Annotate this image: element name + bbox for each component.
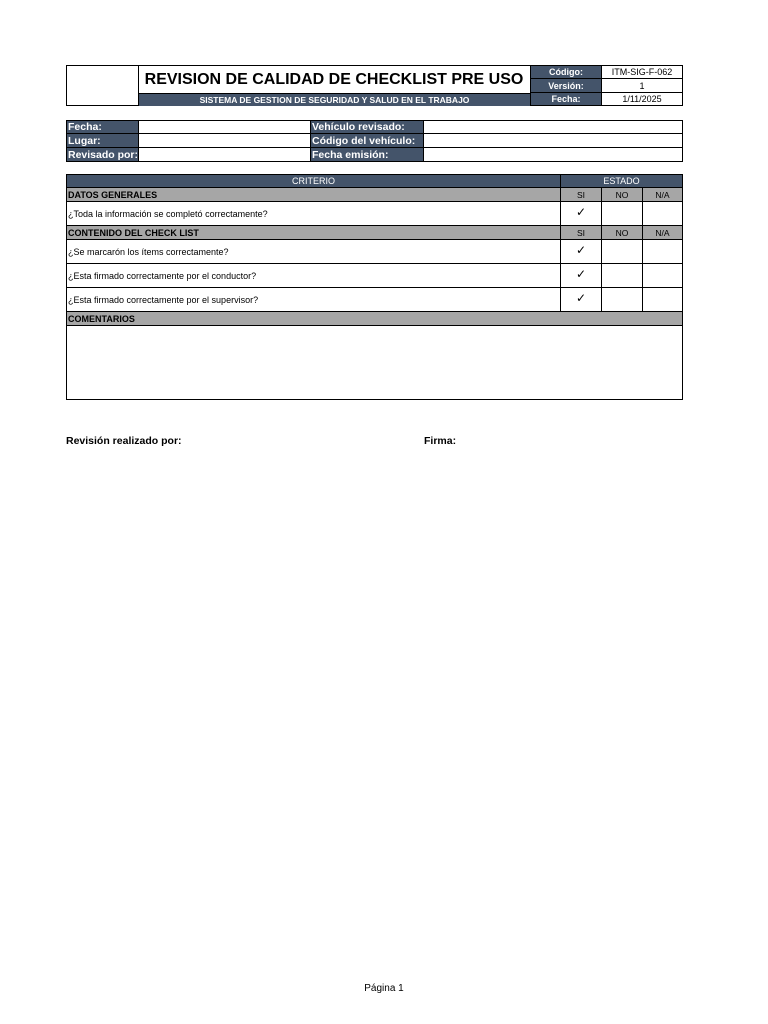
- check-si-cell[interactable]: ✓: [560, 287, 602, 312]
- section-datos-generales: DATOS GENERALES: [66, 187, 561, 202]
- info-lugar-label: Lugar:: [66, 133, 139, 148]
- document-subtitle: SISTEMA DE GESTION DE SEGURIDAD Y SALUD EN EL TRABAJO: [139, 93, 530, 106]
- estado-header: ESTADO: [560, 174, 683, 188]
- check-na-cell[interactable]: [642, 201, 683, 226]
- info-codigo-vehiculo-label: Código del vehículo:: [310, 133, 424, 148]
- info-vehiculo-field[interactable]: [423, 120, 683, 134]
- col-si-header-1: SI: [560, 187, 602, 202]
- criterio-header: CRITERIO: [66, 174, 561, 188]
- meta-fecha-label: Fecha:: [530, 92, 602, 106]
- info-lugar-field[interactable]: [138, 133, 311, 148]
- check-na-cell[interactable]: [642, 287, 683, 312]
- check-si-cell[interactable]: ✓: [560, 201, 602, 226]
- meta-version-label: Versión:: [530, 78, 602, 93]
- meta-codigo-label: Código:: [530, 65, 602, 79]
- col-na-header-1: N/A: [642, 187, 683, 202]
- check-no-cell[interactable]: [601, 201, 643, 226]
- check-no-cell[interactable]: [601, 263, 643, 288]
- comments-header: COMENTARIOS: [66, 311, 683, 326]
- criterion-row: ¿Se marcarón los ítems correctamente?: [66, 239, 561, 264]
- criterion-row: ¿Esta firmado correctamente por el supervisor?: [66, 287, 561, 312]
- firma-label: Firma:: [424, 435, 457, 447]
- revision-realizado-label: Revisión realizado por:: [66, 435, 182, 447]
- check-si-cell[interactable]: ✓: [560, 239, 602, 264]
- info-revisado-field[interactable]: [138, 147, 311, 162]
- info-fecha-label: Fecha:: [66, 120, 139, 134]
- meta-version-value: 1: [601, 78, 683, 93]
- logo-placeholder: [66, 65, 139, 106]
- col-no-header-1: NO: [601, 187, 643, 202]
- check-no-cell[interactable]: [601, 239, 643, 264]
- col-na-header-2: N/A: [642, 225, 683, 240]
- info-vehiculo-label: Vehículo revisado:: [310, 120, 424, 134]
- info-fecha-emision-label: Fecha emisión:: [310, 147, 424, 162]
- col-si-header-2: SI: [560, 225, 602, 240]
- info-fecha-field[interactable]: [138, 120, 311, 134]
- meta-codigo-value: ITM-SIG-F-062: [601, 65, 683, 79]
- section-contenido-checklist: CONTENIDO DEL CHECK LIST: [66, 225, 561, 240]
- criterion-row: ¿Esta firmado correctamente por el conductor?: [66, 263, 561, 288]
- check-na-cell[interactable]: [642, 263, 683, 288]
- check-na-cell[interactable]: [642, 239, 683, 264]
- comments-field[interactable]: [66, 325, 683, 400]
- meta-fecha-value: 1/11/2025: [601, 92, 683, 106]
- criterion-row: ¿Toda la información se completó correctamente?: [66, 201, 561, 226]
- info-fecha-emision-field[interactable]: [423, 147, 683, 162]
- page-number: Página 1: [364, 983, 404, 994]
- info-revisado-label: Revisado por:: [68, 148, 139, 161]
- check-no-cell[interactable]: [601, 287, 643, 312]
- document-title: REVISION DE CALIDAD DE CHECKLIST PRE USO: [144, 70, 524, 88]
- check-si-cell[interactable]: ✓: [560, 263, 602, 288]
- col-no-header-2: NO: [601, 225, 643, 240]
- info-codigo-vehiculo-field[interactable]: [423, 133, 683, 148]
